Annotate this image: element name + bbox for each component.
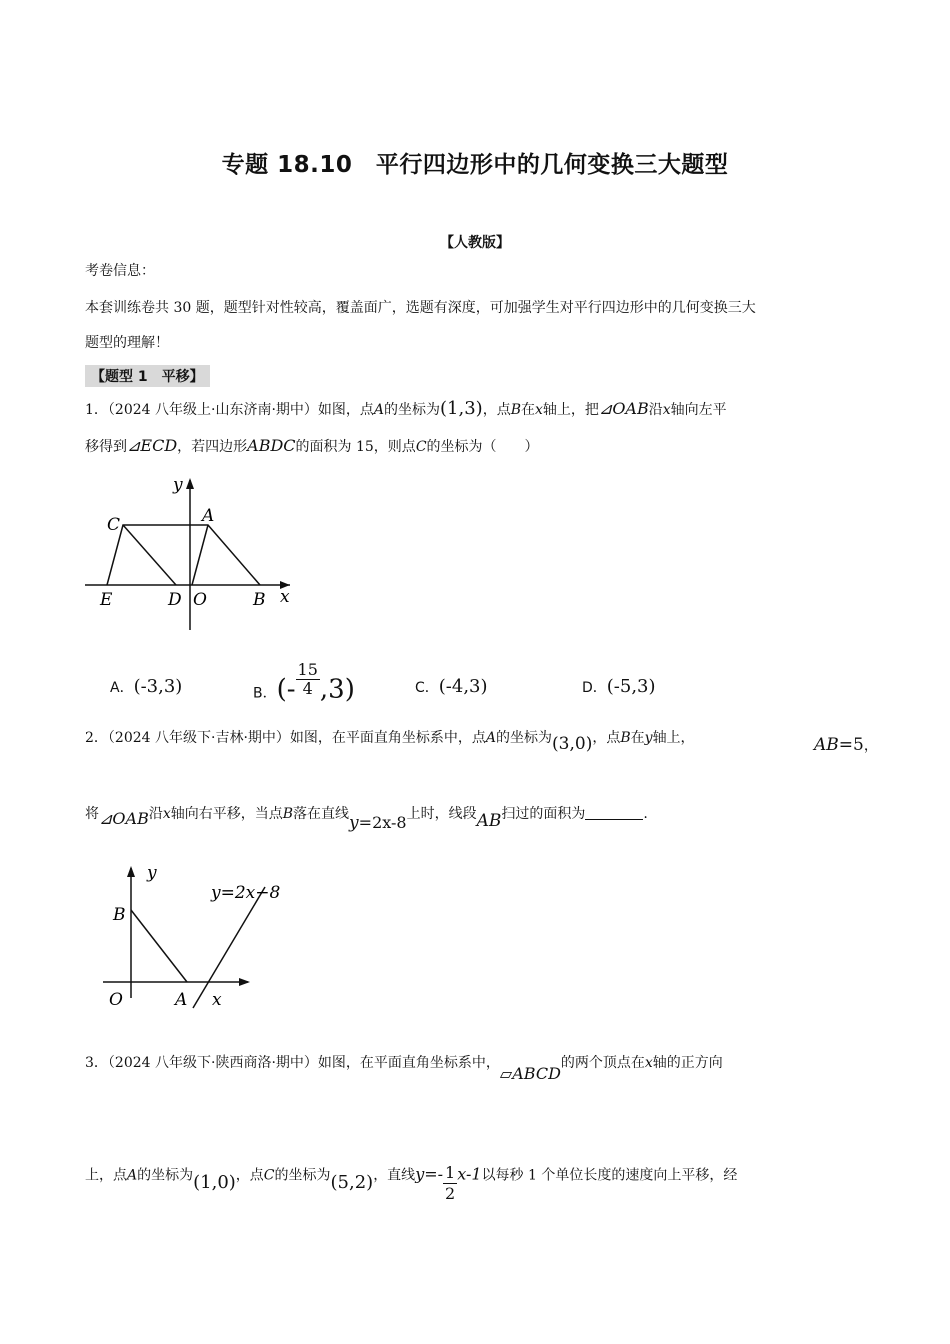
q3-point-a: A [127,1167,138,1184]
q2-text: 轴上， [652,730,695,746]
exam-info-label: 考卷信息： [85,263,155,279]
q1-label-y: y [173,475,183,495]
q1-y-arrow [186,478,194,489]
q2-text: 轴向右平移，当点 [170,806,283,822]
fraction-numerator: 1 [445,1163,456,1182]
q2-text: 上时，线段 [406,806,477,822]
q2-line-2x-8 [193,887,265,1008]
fraction-numerator: 15 [297,660,318,679]
q3-text: 的坐标为 [274,1167,331,1184]
q3-parallelogram: ▱ABCD [499,1064,561,1083]
option-label: C． [415,680,439,696]
q3-coord-c: (5,2) [330,1171,374,1193]
q2-text: 的坐标为 [496,730,553,746]
q2-line-2 [85,803,648,833]
q2-text: 在 [630,730,645,746]
q2-text: 扫过的面积为 [501,806,586,822]
intro-line-1: 本套训练卷共 30 题，题型针对性较高，覆盖面广，选题有深度，可加强学生对平行四边形中的几何变换三大 [85,300,756,316]
q1-option-c[interactable] [415,676,488,697]
q1-text: ，点 [482,402,511,418]
q2-label-o: O [109,990,123,1010]
page-title: 专题 18.10 平行四边形中的几何变换三大题型 [221,152,729,178]
q1-text: 移得到 [85,439,127,455]
q1-point-a: A [373,402,385,418]
q2-point-b: B [282,806,294,822]
option-fraction [296,661,320,698]
q1-label-d: D [168,590,182,610]
q1-label-o: O [193,590,207,610]
section-heading-translation: 【题型 1 平移】 [85,365,210,387]
q2-line-rest: =2x-8 [358,813,407,832]
q1-label-a: A [202,506,215,526]
q3-text: 的坐标为 [137,1167,194,1184]
q1-x: x [662,402,671,418]
q3-text: ，点 [235,1167,264,1184]
q3-source: （2024 八年级下·陕西商洛·期中） [107,1055,318,1071]
q2-segment-ab: AB [476,811,502,831]
q2-period: . [643,806,648,822]
q1-label-c: C [107,515,121,535]
q1-triangle-oab: ⊿OAB [598,399,649,418]
q2-line-y: y [349,813,359,833]
q2-source: （2024 八年级下·吉林·期中） [107,730,290,746]
edition-label: 【人教版】 [440,235,510,251]
option-value: (-4,3) [438,676,488,697]
q1-label-x: x [280,587,290,607]
q1-figure [80,470,310,635]
q2-number: 2． [85,730,108,746]
q3-text: 上，点 [85,1167,127,1184]
q3-fraction [443,1163,457,1204]
q1-quad-abdc: ABDC [247,436,296,455]
q1-coord-a: (1,3) [440,398,483,419]
q2-text: 将 [85,806,99,822]
option-label: D． [582,680,607,696]
q1-option-b[interactable] [253,661,355,705]
q1-text: 轴上，把 [542,402,599,418]
q1-triangle-ecd: ⊿ECD [127,436,178,455]
q3-point-c: C [263,1167,275,1184]
q1-option-d[interactable] [582,676,656,697]
q3-number: 3． [85,1055,108,1071]
q1-label-b: B [253,590,266,610]
q3-text: 的两个顶点在 [560,1055,645,1071]
q2-label-b: B [113,905,126,925]
q1-text: 的坐标为（ ） [426,439,539,455]
q1-number: 1． [85,402,108,418]
option-value-pre: (- [276,674,296,705]
q2-label-line: y=2x−8 [211,883,281,903]
q2-ab-equals [814,735,878,755]
q1-text: 沿 [648,402,663,418]
q1-text: ，若四边形 [177,439,248,455]
q3-text: ，直线 [373,1167,416,1184]
q3-line-2 [85,1155,738,1203]
q3-line-post: x-1 [457,1164,482,1184]
q2-figure [95,858,300,1018]
q2-x-arrow [239,978,250,986]
q2-line-1 [85,727,695,754]
q3-line-pre: y=- [415,1164,444,1184]
fraction-denominator: 2 [445,1184,456,1203]
q2-point-a: A [485,730,497,746]
q1-line-2 [85,436,539,456]
q2-comma: ， [863,738,878,754]
q1-text: 如图，点 [317,402,374,418]
option-value-post: ,3) [319,674,355,705]
q3-x: x [644,1055,653,1071]
q3-text: 轴的正方向 [652,1055,723,1071]
q2-line-equation [349,813,407,833]
q1-text: 的面积为 15，则点 [295,439,416,455]
option-label: A． [110,680,134,696]
option-value: (-5,3) [606,676,656,697]
q3-line-1 [85,1052,723,1083]
q2-coord-a: (3,0) [552,734,593,754]
q2-ab: AB [814,735,839,755]
q1-segment-ao [192,525,208,585]
q3-coord-a: (1,0) [193,1171,236,1193]
q1-label-e: E [100,590,113,610]
q3-text: 如图，在平面直角坐标系中， [317,1055,500,1071]
fraction-denominator: 4 [302,679,313,698]
q2-y-arrow [127,866,135,877]
q1-text: 在 [521,402,535,418]
q2-label-a: A [175,990,188,1010]
q1-text: 的坐标为 [384,402,441,418]
q1-segment-cd [123,525,176,585]
q2-triangle-oab: ⊿OAB [99,809,149,828]
q1-text: 轴向左平 [670,402,727,418]
q2-label-x: x [212,990,222,1010]
q1-point-b: B [510,402,521,418]
q3-text: 以每秒 1 个单位长度的速度向上平移，经 [481,1167,738,1184]
q2-label-y: y [147,863,157,883]
intro-line-2: 题型的理解！ [85,335,169,351]
q1-point-c: C [415,439,427,455]
q1-option-a[interactable] [110,676,182,697]
q2-x: x [162,806,171,822]
q2-y: y [644,730,653,746]
q2-text: 落在直线 [293,806,350,822]
q2-text: 沿 [148,806,163,822]
q2-ab-value: =5 [838,735,864,755]
option-label: B． [253,685,277,702]
option-value: (-3,3) [133,676,183,697]
q2-text: ，点 [592,730,621,746]
q2-text: 如图，在平面直角坐标系中，点 [289,730,486,746]
q2-point-b: B [620,730,631,746]
q2-segment-ab [131,910,187,982]
q1-source: （2024 八年级上·山东济南·期中） [107,402,318,418]
q1-line-1 [85,398,727,419]
q2-answer-blank[interactable] [585,805,643,820]
q1-x: x [535,402,543,418]
